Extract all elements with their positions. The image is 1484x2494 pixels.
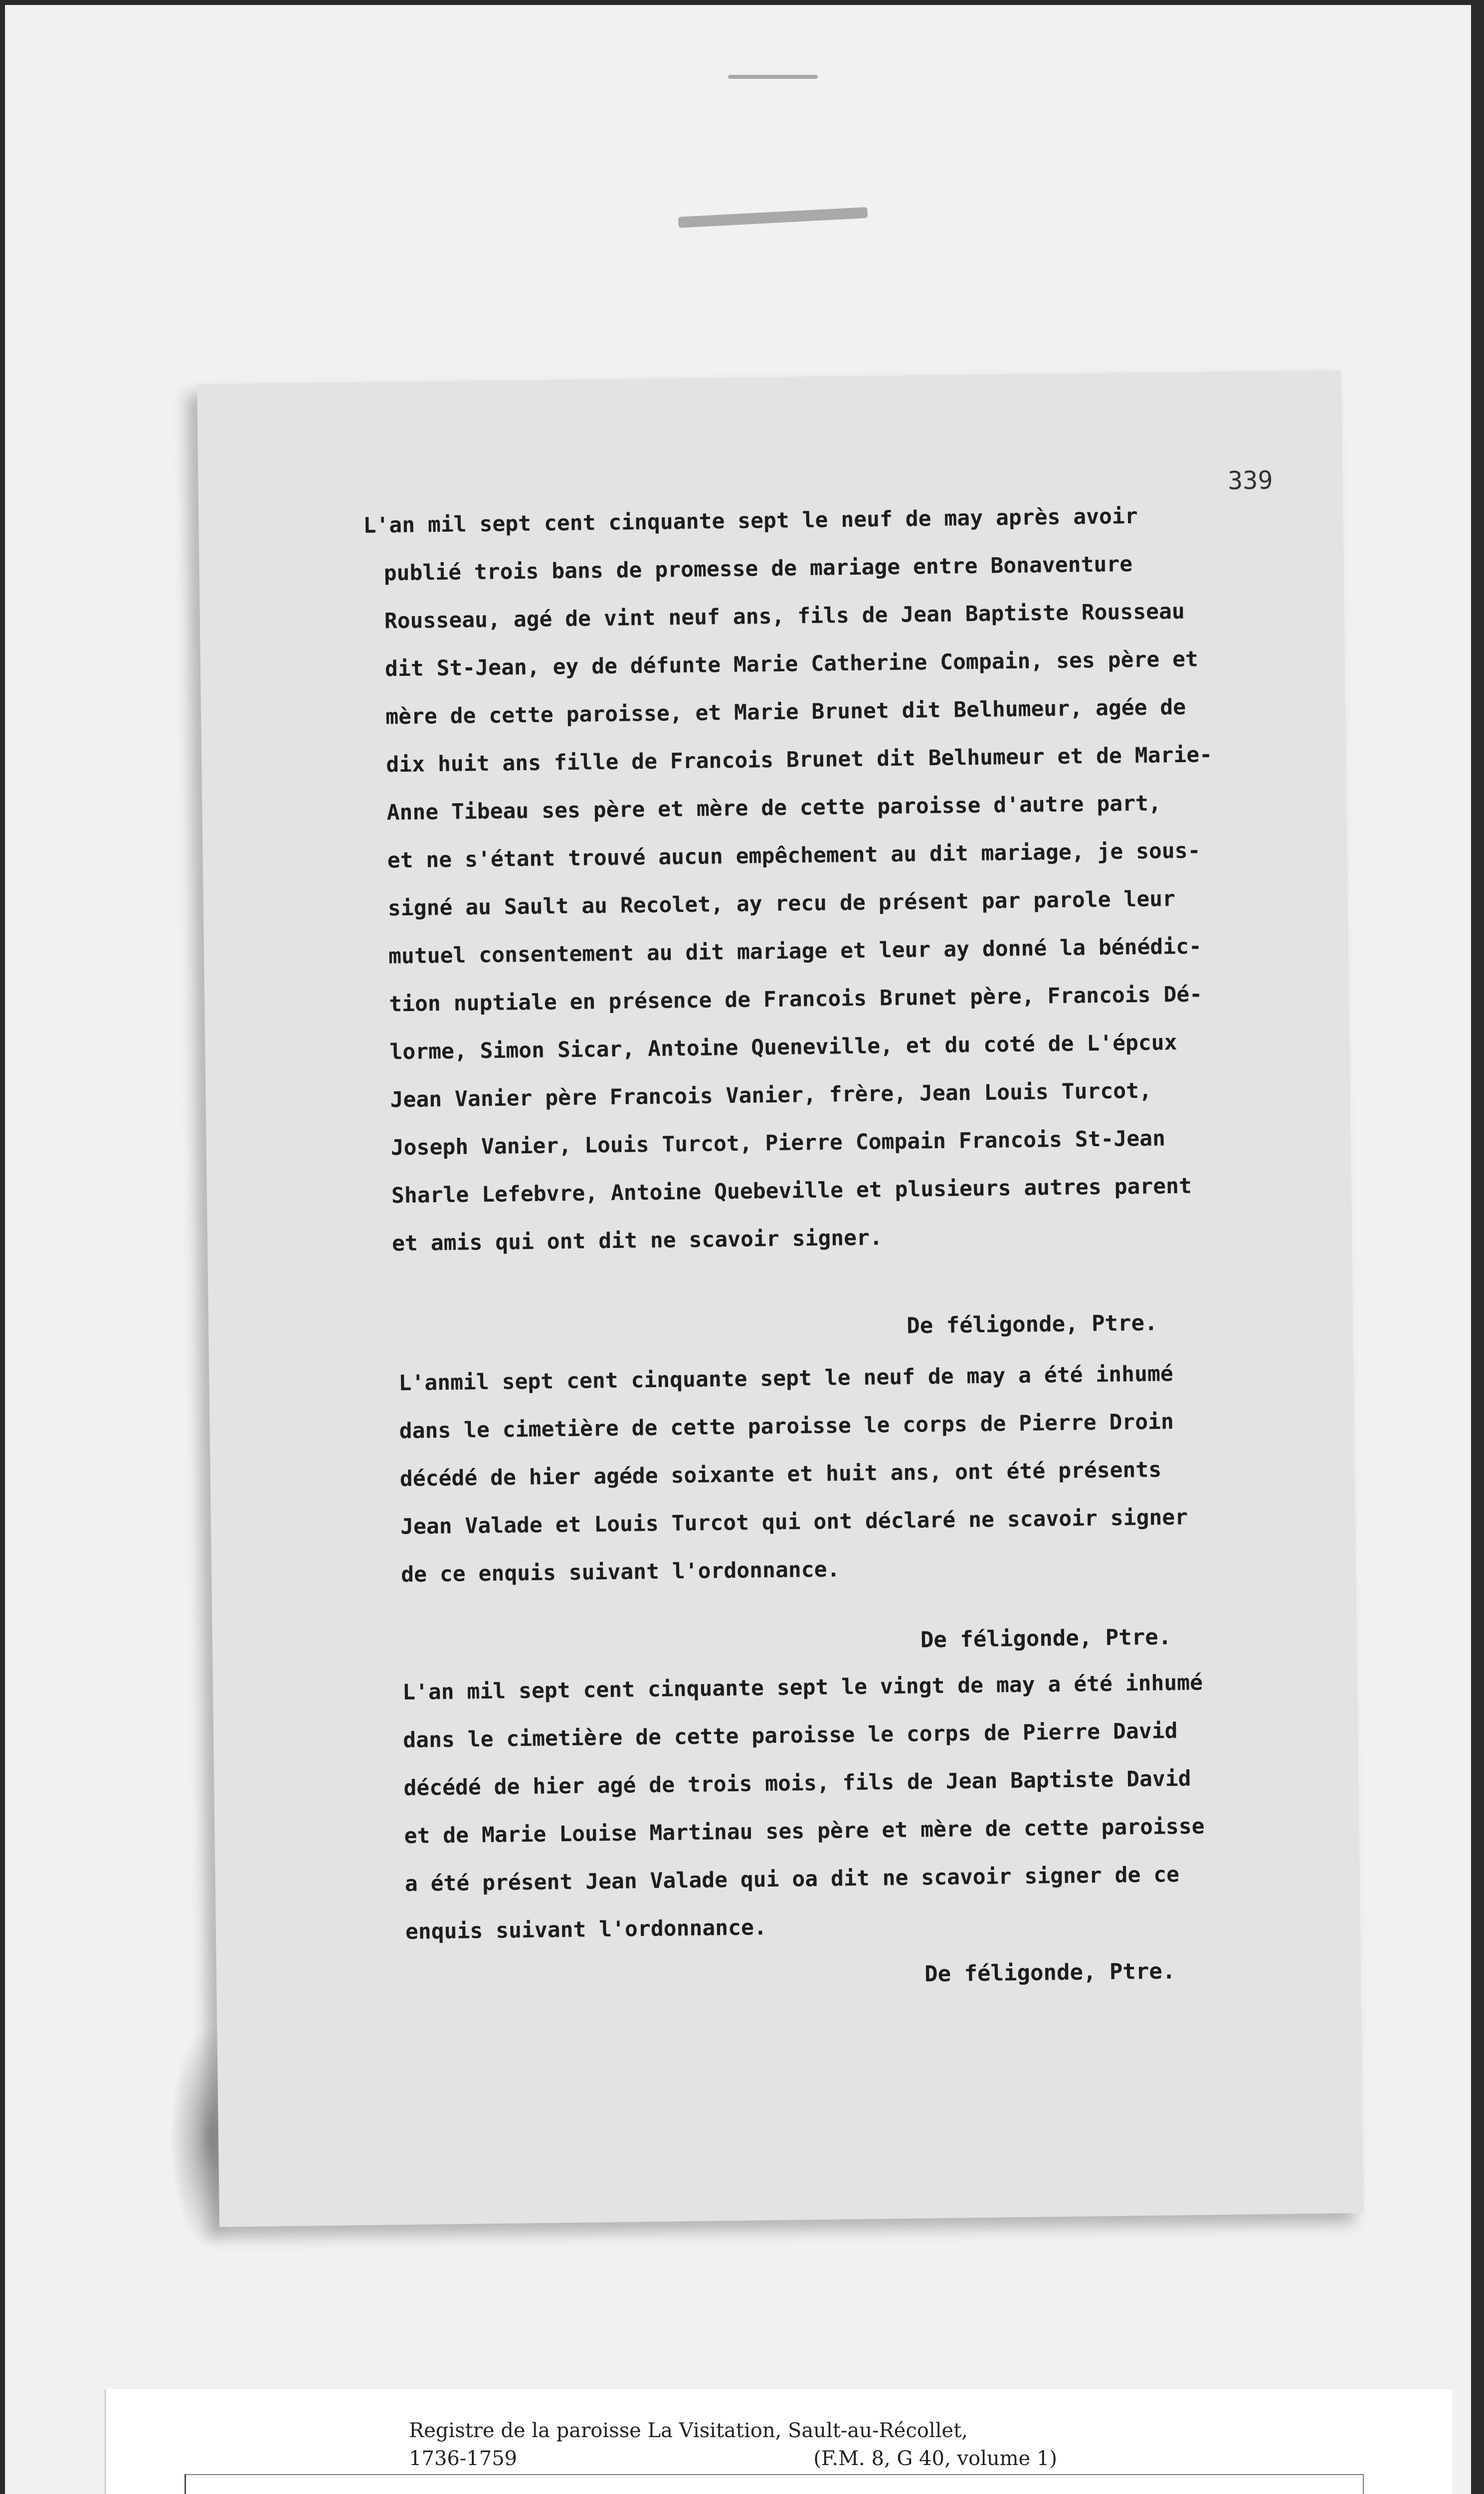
entry-line: tion nuptiale en présence de Francois Brunet père, Francois Dé-: [388, 982, 1203, 1017]
entry-line: dans le cimetière de cette paroisse le corps de Pierre Droin: [399, 1409, 1174, 1444]
entry-line: décédé de hier agéde soixante et huit ans, ont été présents: [399, 1457, 1162, 1492]
entry-line: Anne Tibeau ses père et mère de cette paroisse d'autre part,: [386, 791, 1162, 826]
entry-line: a été présent Jean Valade qui oa dit ne scavoir signer de ce: [404, 1862, 1180, 1897]
entry-line: décédé de hier agé de trois mois, fils de Jean Baptiste David: [403, 1766, 1191, 1801]
entry-line: enquis suivant l'ordonnance.: [405, 1915, 767, 1945]
signature: De féligonde, Ptre.: [920, 1624, 1172, 1653]
entry-line: Jean Vanier père Francois Vanier, frère, Jean Louis Turcot,: [390, 1078, 1152, 1113]
caption-reference: (F.M. 8, G 40, volume 1): [813, 2447, 1057, 2470]
entry-line: dans le cimetière de cette paroisse le corps de Pierre David: [402, 1718, 1178, 1753]
entry-line: mère de cette paroisse, et Marie Brunet dit Belhumeur, agée de: [385, 694, 1186, 730]
film-scratch: [728, 75, 818, 79]
film-scratch: [678, 207, 868, 228]
signature: De féligonde, Ptre.: [906, 1310, 1158, 1339]
entry-line: de ce enquis suivant l'ordonnance.: [400, 1557, 840, 1588]
entry-line: et ne s'étant trouvé aucun empêchement au dit mariage, je sous-: [387, 838, 1201, 873]
entry-line: et amis qui ont dit ne scavoir signer.: [391, 1225, 883, 1256]
archives-stamp: [185, 2474, 1364, 2494]
register-page: [197, 370, 1364, 2227]
entry-line: mutuel consentement au dit mariage et leur ay donné la bénédic-: [388, 934, 1202, 969]
burial-entry: [398, 1348, 1349, 1599]
page-number: 339: [1227, 465, 1273, 495]
marriage-entry: [363, 490, 1320, 1268]
microfilm-frame: [5, 5, 1471, 2494]
entry-line: Jean Valade et Louis Turcot qui ont déclaré ne scavoir signer: [400, 1504, 1188, 1540]
entry-line: dix huit ans fille de Francois Brunet dit Belhumeur et de Marie-: [386, 742, 1213, 778]
caption-title: Registre de la paroisse La Visitation, Sault-au-Récollet,: [409, 2419, 968, 2442]
entry-line: L'an mil sept cent cinquante sept le neuf de may après avoir: [363, 503, 1138, 538]
register-caption: [409, 2417, 1057, 2473]
entry-line: lorme, Simon Sicar, Antoine Queneville, et du coté de L'épcux: [389, 1030, 1177, 1065]
entry-line: L'anmil sept cent cinquante sept le neuf de may a été inhumé: [398, 1361, 1173, 1396]
entry-line: L'an mil sept cent cinquante sept le vingt de may a été inhumé: [402, 1670, 1203, 1705]
entry-line: Joseph Vanier, Louis Turcot, Pierre Compain Francois St-Jean: [390, 1126, 1166, 1161]
entry-line: et de Marie Louise Martinau ses père et mère de cette paroisse: [404, 1814, 1205, 1849]
caption-years: 1736-1759: [409, 2447, 518, 2470]
entry-line: publié trois bans de promesse de mariage entre Bonaventure: [383, 552, 1133, 586]
entry-line: signé au Sault au Recolet, ay recu de présent par parole leur: [387, 886, 1176, 921]
caption-second-line: [409, 2445, 1057, 2473]
entry-line: dit St-Jean, ey de défunte Marie Catherine Compain, ses père et: [384, 646, 1199, 682]
entry-line: Sharle Lefebvre, Antoine Quebeville et plusieurs autres parent: [391, 1173, 1192, 1209]
signature: De féligonde, Ptre.: [924, 1958, 1176, 1987]
entry-line: Rousseau, agé de vint neuf ans, fils de Jean Baptiste Rousseau: [384, 599, 1185, 634]
burial-entry: [402, 1657, 1353, 1956]
